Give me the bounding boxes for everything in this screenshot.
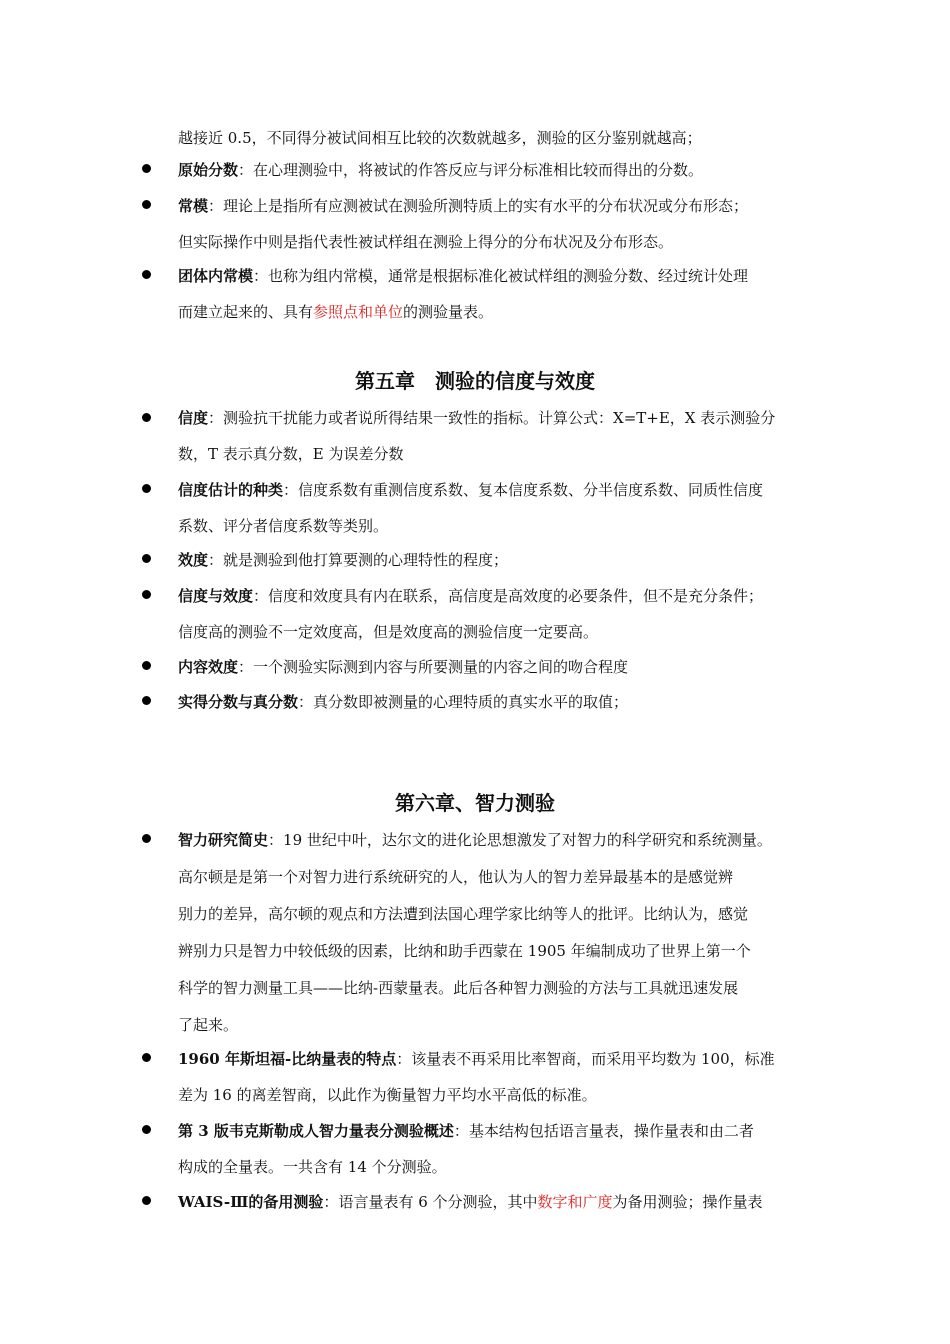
definition: 也称为组内常模，通常是根据标准化被试样组的测验分数、经过统计处理 <box>268 267 749 285</box>
list-item: 效度：就是测验到他打算要测的心理特性的程度； <box>178 551 509 569</box>
term: WAIS-Ⅲ的备用测验 <box>178 1193 324 1211</box>
list-item: WAIS-Ⅲ的备用测验：语言量表有 6 个分测验，其中数字和广度为备用测验；操作量表 <box>178 1193 763 1211</box>
list-item: 实得分数与真分数：真分数即被测量的心理特质的真实水平的取值； <box>178 693 629 711</box>
term: 信度与效度 <box>178 587 254 605</box>
definition-continued: 而建立起来的、具有参照点和单位的测验量表。 <box>178 303 494 321</box>
term: 原始分数 <box>178 161 239 179</box>
bullet-icon <box>142 413 151 422</box>
continuation-line: 越接近 0.5，不同得分被试间相互比较的次数就越多，测验的区分鉴别就越高； <box>178 129 702 147</box>
bullet-icon <box>142 1053 151 1062</box>
definition: 基本结构包括语言量表，操作量表和由二者 <box>468 1122 754 1140</box>
term: 智力研究简史 <box>178 831 269 849</box>
bullet-icon <box>142 661 151 670</box>
definition-continued: 构成的全量表。一共含有 14 个分测验。 <box>178 1158 447 1176</box>
bullet-icon <box>142 484 151 493</box>
definition-continued: 了起来。 <box>178 1016 239 1034</box>
definition: 语言量表有 6 个分测验，其中 <box>338 1193 538 1211</box>
list-item: 智力研究简史：19 世纪中叶，达尔文的进化论思想激发了对智力的科学研究和系统测量。 <box>178 831 772 849</box>
definition-continued: 但实际操作中则是指代表性被试样组在测验上得分的分布状况及分布形态。 <box>178 233 674 251</box>
term: 信度估计的种类 <box>178 481 284 499</box>
chapter-heading: 第五章 测验的信度与效度 <box>355 369 595 393</box>
definition-continued: 系数、评分者信度系数等类别。 <box>178 517 389 535</box>
bullet-icon <box>142 834 151 843</box>
list-item: 1960 年斯坦福-比纳量表的特点：该量表不再采用比率智商，而采用平均数为 100，标准 <box>178 1050 775 1068</box>
definition: 在心理测验中，将被试的作答反应与评分标准相比较而得出的分数。 <box>253 161 704 179</box>
definition: 19 世纪中叶，达尔文的进化论思想激发了对智力的科学研究和系统测量。 <box>283 831 772 849</box>
chapter-heading: 第六章、智力测验 <box>395 791 555 815</box>
list-item: 原始分数：在心理测验中，将被试的作答反应与评分标准相比较而得出的分数。 <box>178 161 704 179</box>
definition-continued: 数，T 表示真分数，E 为误差分数 <box>178 445 404 463</box>
definition: 理论上是指所有应测被试在测验所测特质上的实有水平的分布状况或分布形态； <box>223 197 749 215</box>
definition: 就是测验到他打算要测的心理特性的程度； <box>223 551 509 569</box>
definition-continued: 辨别力只是智力中较低级的因素，比纳和助手西蒙在 1905 年编制成功了世界上第一个 <box>178 942 751 960</box>
term: 常模 <box>178 197 209 215</box>
bullet-icon <box>142 200 151 209</box>
list-item: 信度估计的种类：信度系数有重测信度系数、复本信度系数、分半信度系数、同质性信度 <box>178 481 764 499</box>
bullet-icon <box>142 696 151 705</box>
term: 效度 <box>178 551 209 569</box>
term: 1960 年斯坦福-比纳量表的特点 <box>178 1050 397 1068</box>
term: 实得分数与真分数 <box>178 693 299 711</box>
list-item: 信度：测验抗干扰能力或者说所得结果一致性的指标。计算公式：X=T+E，X 表示测验分 <box>178 409 776 427</box>
highlighted-text: 参照点和单位 <box>313 303 404 321</box>
definition-continued: 科学的智力测量工具——比纳-西蒙量表。此后各种智力测验的方法与工具就迅速发展 <box>178 979 739 997</box>
bullet-icon <box>142 270 151 279</box>
list-item: 内容效度：一个测验实际测到内容与所要测量的内容之间的吻合程度 <box>178 658 629 676</box>
definition: 测验抗干扰能力或者说所得结果一致性的指标。计算公式：X=T+E，X 表示测验分 <box>223 409 776 427</box>
definition: 信度系数有重测信度系数、复本信度系数、分半信度系数、同质性信度 <box>298 481 764 499</box>
bullet-icon <box>142 164 151 173</box>
definition: 真分数即被测量的心理特质的真实水平的取值； <box>313 693 629 711</box>
definition-continued: 差为 16 的离差智商，以此作为衡量智力平均水平高低的标准。 <box>178 1086 597 1104</box>
term: 团体内常模 <box>178 267 254 285</box>
term: 内容效度 <box>178 658 239 676</box>
bullet-icon <box>142 590 151 599</box>
list-item: 信度与效度：信度和效度具有内在联系，高信度是高效度的必要条件，但不是充分条件； <box>178 587 764 605</box>
highlighted-text: 数字和广度 <box>537 1193 613 1211</box>
definition: 该量表不再采用比率智商，而采用平均数为 100，标准 <box>411 1050 775 1068</box>
definition: 一个测验实际测到内容与所要测量的内容之间的吻合程度 <box>253 658 629 676</box>
list-item: 常模：理论上是指所有应测被试在测验所测特质上的实有水平的分布状况或分布形态； <box>178 197 749 215</box>
bullet-icon <box>142 554 151 563</box>
bullet-icon <box>142 1196 151 1205</box>
definition-continued: 信度高的测验不一定效度高，但是效度高的测验信度一定要高。 <box>178 623 599 641</box>
definition-continued: 高尔顿是是第一个对智力进行系统研究的人，他认为人的智力差异最基本的是感觉辨 <box>178 868 734 886</box>
term: 第 3 版韦克斯勒成人智力量表分测验概述 <box>178 1122 454 1140</box>
definition: 信度和效度具有内在联系，高信度是高效度的必要条件，但不是充分条件； <box>268 587 764 605</box>
list-item: 团体内常模：也称为组内常模，通常是根据标准化被试样组的测验分数、经过统计处理 <box>178 267 749 285</box>
definition-continued: 别力的差异，高尔顿的观点和方法遭到法国心理学家比纳等人的批评。比纳认为，感觉 <box>178 905 749 923</box>
bullet-icon <box>142 1125 151 1134</box>
term: 信度 <box>178 409 209 427</box>
list-item: 第 3 版韦克斯勒成人智力量表分测验概述：基本结构包括语言量表，操作量表和由二者 <box>178 1122 754 1140</box>
